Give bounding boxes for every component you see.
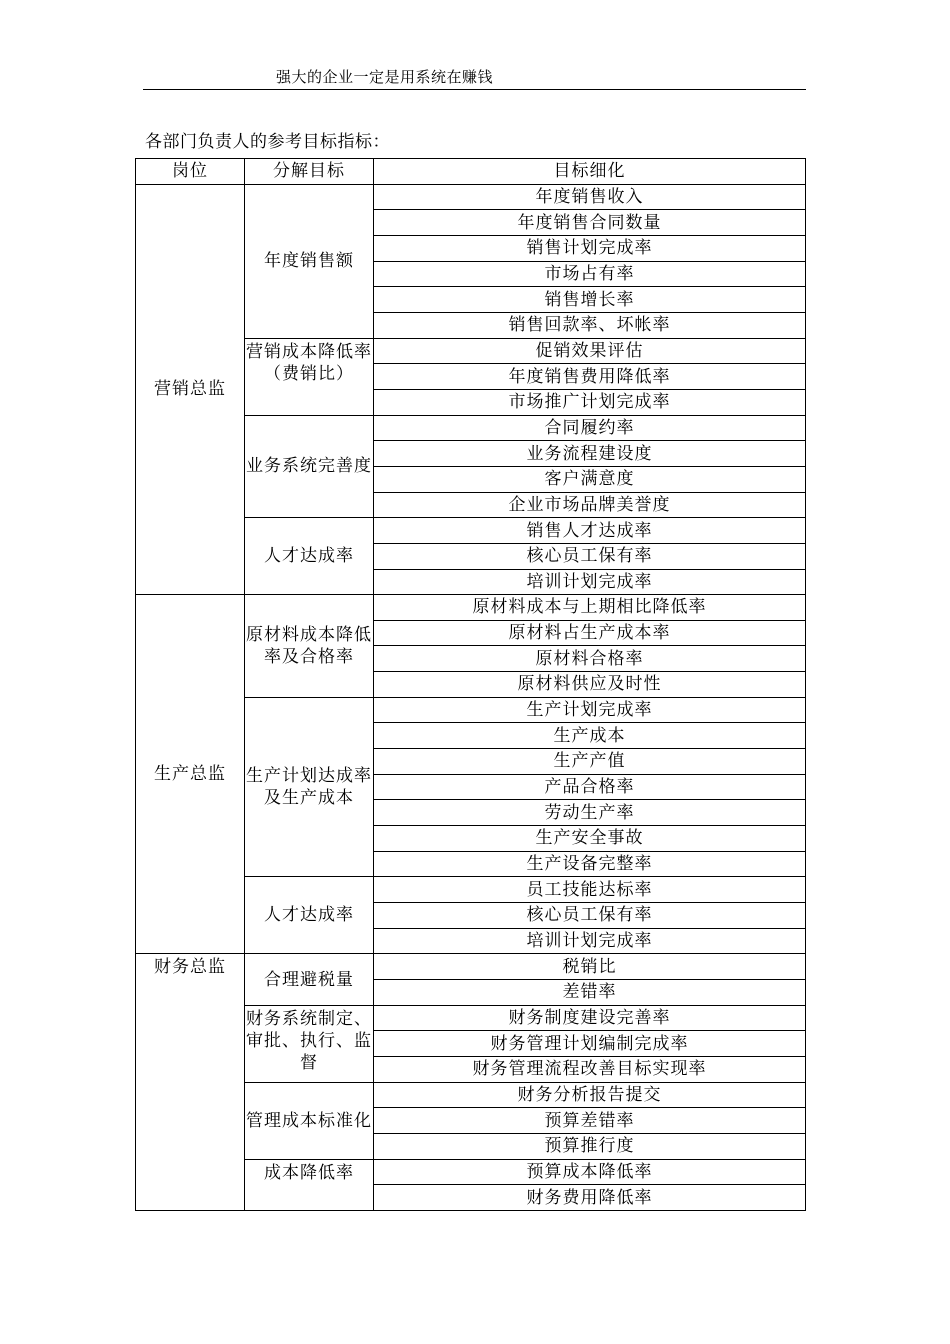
- detail-cell: 企业市场品牌美誉度: [374, 492, 806, 518]
- goal-cell: 业务系统完善度: [245, 415, 374, 518]
- targets-table: [135, 158, 806, 1211]
- goal-cell: 管理成本标准化: [245, 1082, 374, 1159]
- detail-cell: 预算差错率: [374, 1108, 806, 1134]
- detail-cell: 财务管理计划编制完成率: [374, 1031, 806, 1057]
- table-row: [136, 954, 806, 980]
- table-body: [136, 184, 806, 1210]
- detail-cell: 税销比: [374, 954, 806, 980]
- detail-cell: 销售增长率: [374, 287, 806, 313]
- goal-cell: 原材料成本降低率及合格率: [245, 595, 374, 698]
- goal-cell: 营销成本降低率（费销比）: [245, 338, 374, 415]
- detail-cell: 员工技能达标率: [374, 877, 806, 903]
- detail-cell: 市场占有率: [374, 261, 806, 287]
- detail-cell: 销售人才达成率: [374, 518, 806, 544]
- detail-cell: 培训计划完成率: [374, 928, 806, 954]
- detail-cell: 合同履约率: [374, 415, 806, 441]
- intro-text: 各部门负责人的参考目标指标：: [145, 132, 390, 152]
- goal-cell: 人才达成率: [245, 518, 374, 595]
- detail-cell: 生产安全事故: [374, 826, 806, 852]
- goal-cell: 财务系统制定、审批、执行、监督: [245, 1005, 374, 1082]
- detail-cell: 预算成本降低率: [374, 1159, 806, 1185]
- table-header-row: [136, 159, 806, 185]
- goal-cell: 年度销售额: [245, 184, 374, 338]
- detail-cell: 生产产值: [374, 749, 806, 775]
- detail-cell: 财务分析报告提交: [374, 1082, 806, 1108]
- header-rule: [143, 89, 806, 90]
- detail-cell: 差错率: [374, 980, 806, 1006]
- table-row: [136, 595, 806, 621]
- detail-cell: 业务流程建设度: [374, 441, 806, 467]
- detail-cell: 核心员工保有率: [374, 903, 806, 929]
- detail-cell: 销售计划完成率: [374, 235, 806, 261]
- header-slogan: 强大的企业一定是用系统在赚钱: [276, 68, 494, 86]
- detail-cell: 生产计划完成率: [374, 697, 806, 723]
- column-header-detail: 目标细化: [374, 159, 806, 185]
- goal-cell: 成本降低率: [245, 1159, 374, 1210]
- column-header-goal: 分解目标: [245, 159, 374, 185]
- detail-cell: 核心员工保有率: [374, 543, 806, 569]
- post-cell: 营销总监: [136, 184, 245, 595]
- post-cell: 财务总监: [136, 954, 245, 1211]
- detail-cell: 财务费用降低率: [374, 1185, 806, 1211]
- detail-cell: 生产设备完整率: [374, 851, 806, 877]
- detail-cell: 原材料占生产成本率: [374, 620, 806, 646]
- detail-cell: 培训计划完成率: [374, 569, 806, 595]
- detail-cell: 生产成本: [374, 723, 806, 749]
- detail-cell: 销售回款率、坏帐率: [374, 312, 806, 338]
- detail-cell: 原材料合格率: [374, 646, 806, 672]
- detail-cell: 原材料供应及时性: [374, 672, 806, 698]
- detail-cell: 促销效果评估: [374, 338, 806, 364]
- detail-cell: 原材料成本与上期相比降低率: [374, 595, 806, 621]
- detail-cell: 年度销售费用降低率: [374, 364, 806, 390]
- detail-cell: 财务制度建设完善率: [374, 1005, 806, 1031]
- table-row: [136, 184, 806, 210]
- detail-cell: 产品合格率: [374, 774, 806, 800]
- detail-cell: 预算推行度: [374, 1133, 806, 1159]
- detail-cell: 财务管理流程改善目标实现率: [374, 1056, 806, 1082]
- post-cell: 生产总监: [136, 595, 245, 954]
- detail-cell: 年度销售合同数量: [374, 210, 806, 236]
- column-header-post: 岗位: [136, 159, 245, 185]
- detail-cell: 劳动生产率: [374, 800, 806, 826]
- goal-cell: 生产计划达成率及生产成本: [245, 697, 374, 877]
- goal-cell: 人才达成率: [245, 877, 374, 954]
- detail-cell: 客户满意度: [374, 466, 806, 492]
- detail-cell: 市场推广计划完成率: [374, 389, 806, 415]
- detail-cell: 年度销售收入: [374, 184, 806, 210]
- goal-cell: 合理避税量: [245, 954, 374, 1005]
